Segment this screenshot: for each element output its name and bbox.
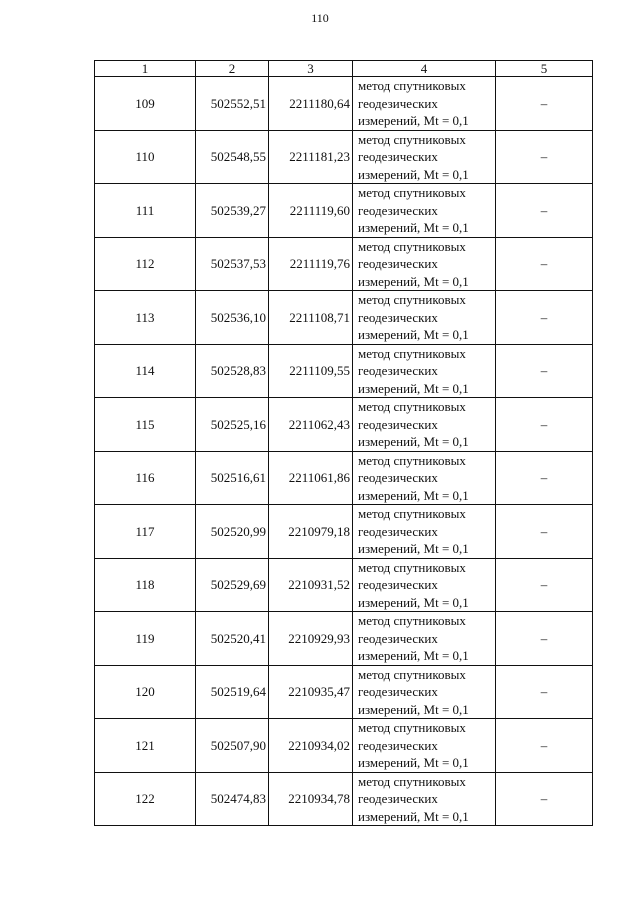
method-line: измерений, Mt = 0,1 <box>358 273 469 289</box>
method-line: метод спутниковых <box>358 399 466 414</box>
method-line: геодезических <box>358 630 438 646</box>
table-row <box>95 612 593 666</box>
x-coordinate-cell: 502520,99 <box>196 505 269 559</box>
method-line: метод спутниковых <box>358 613 466 628</box>
y-coordinate-cell: 2211119,76 <box>269 237 353 291</box>
note-cell: – <box>496 558 593 612</box>
method-line: геодезических <box>358 470 438 485</box>
point-number-cell: 118 <box>95 558 196 612</box>
y-coordinate-cell: 2211062,43 <box>269 398 353 452</box>
method-line: геодезических <box>358 737 438 753</box>
method-line: метод спутниковых <box>358 559 466 575</box>
method-line: метод спутниковых <box>358 238 466 254</box>
method-cell <box>353 344 496 398</box>
x-coordinate-cell: 502528,83 <box>196 344 269 398</box>
point-number-cell: 122 <box>95 772 196 826</box>
point-number-cell: 121 <box>95 719 196 773</box>
method-line: метод спутниковых <box>358 452 466 468</box>
header-cell: 1 <box>95 61 196 77</box>
y-coordinate-cell: 2210979,18 <box>269 505 353 559</box>
point-number-cell: 114 <box>95 344 196 398</box>
y-coordinate-cell: 2211108,71 <box>269 291 353 345</box>
method-cell <box>353 558 496 612</box>
x-coordinate-cell: 502548,55 <box>196 130 269 184</box>
note-cell: – <box>496 451 593 505</box>
method-line: измерений, Mt = 0,1 <box>358 594 469 610</box>
point-number-cell: 110 <box>95 130 196 184</box>
method-line: метод спутниковых <box>358 185 466 200</box>
x-coordinate-cell: 502525,16 <box>196 398 269 452</box>
x-coordinate-cell: 502537,53 <box>196 237 269 291</box>
y-coordinate-cell: 2210934,78 <box>269 772 353 826</box>
note-cell: – <box>496 612 593 666</box>
method-line: измерений, Mt = 0,1 <box>358 808 469 824</box>
method-cell <box>353 77 496 131</box>
x-coordinate-cell: 502539,27 <box>196 184 269 238</box>
point-number-cell: 116 <box>95 451 196 505</box>
note-cell: – <box>496 77 593 131</box>
method-line: измерений, Mt = 0,1 <box>358 541 469 556</box>
method-cell <box>353 130 496 184</box>
y-coordinate-cell: 2210934,02 <box>269 719 353 773</box>
point-number-cell: 112 <box>95 237 196 291</box>
method-line: геодезических <box>358 363 438 378</box>
method-cell <box>353 665 496 719</box>
table-row <box>95 505 593 559</box>
page-number: 110 <box>311 11 329 25</box>
x-coordinate-cell: 502516,61 <box>196 451 269 505</box>
note-cell: – <box>496 184 593 238</box>
method-line: геодезических <box>358 416 438 432</box>
table-row <box>95 558 593 612</box>
method-line: геодезических <box>358 309 438 325</box>
table-row <box>95 77 593 131</box>
table-row <box>95 344 593 398</box>
method-cell <box>353 291 496 345</box>
x-coordinate-cell: 502474,83 <box>196 772 269 826</box>
method-cell <box>353 612 496 666</box>
method-line: измерений, Mt = 0,1 <box>358 327 469 342</box>
method-line: измерений, Mt = 0,1 <box>358 220 469 235</box>
y-coordinate-cell: 2211061,86 <box>269 451 353 505</box>
method-line: измерений, Mt = 0,1 <box>358 380 469 396</box>
method-cell <box>353 451 496 505</box>
note-cell: – <box>496 291 593 345</box>
table-row <box>95 719 593 773</box>
x-coordinate-cell: 502520,41 <box>196 612 269 666</box>
method-line: измерений, Mt = 0,1 <box>358 755 469 770</box>
y-coordinate-cell: 2211109,55 <box>269 344 353 398</box>
table-row <box>95 451 593 505</box>
point-number-cell: 115 <box>95 398 196 452</box>
y-coordinate-cell: 2211180,64 <box>269 77 353 131</box>
header-cell: 2 <box>196 61 269 77</box>
method-cell <box>353 505 496 559</box>
method-line: метод спутниковых <box>358 506 466 521</box>
method-line: геодезических <box>358 684 438 699</box>
coordinates-table <box>94 60 593 826</box>
method-cell <box>353 398 496 452</box>
note-cell: – <box>496 505 593 559</box>
y-coordinate-cell: 2210931,52 <box>269 558 353 612</box>
point-number-cell: 109 <box>95 77 196 131</box>
header-cell: 5 <box>496 61 593 77</box>
x-coordinate-cell: 502529,69 <box>196 558 269 612</box>
method-line: измерений, Mt = 0,1 <box>358 166 469 182</box>
note-cell: – <box>496 130 593 184</box>
method-cell <box>353 719 496 773</box>
point-number-cell: 111 <box>95 184 196 238</box>
table-row <box>95 184 593 238</box>
method-cell <box>353 184 496 238</box>
y-coordinate-cell: 2210935,47 <box>269 665 353 719</box>
y-coordinate-cell: 2211181,23 <box>269 130 353 184</box>
note-cell: – <box>496 719 593 773</box>
x-coordinate-cell: 502552,51 <box>196 77 269 131</box>
method-line: измерений, Mt = 0,1 <box>358 648 469 663</box>
method-line: метод спутниковых <box>358 720 466 735</box>
point-number-cell: 119 <box>95 612 196 666</box>
method-line: геодезических <box>358 149 438 164</box>
method-line: измерений, Mt = 0,1 <box>358 701 469 717</box>
method-line: измерений, Mt = 0,1 <box>358 487 469 503</box>
table-row <box>95 130 593 184</box>
method-line: метод спутниковых <box>358 773 466 789</box>
method-line: геодезических <box>358 95 438 111</box>
method-line: геодезических <box>358 202 438 218</box>
method-line: геодезических <box>358 577 438 592</box>
table-row <box>95 237 593 291</box>
note-cell: – <box>496 772 593 826</box>
y-coordinate-cell: 2211119,60 <box>269 184 353 238</box>
method-line: измерений, Mt = 0,1 <box>358 434 469 449</box>
y-coordinate-cell: 2210929,93 <box>269 612 353 666</box>
header-cell: 4 <box>353 61 496 77</box>
method-line: метод спутниковых <box>358 666 466 682</box>
point-number-cell: 117 <box>95 505 196 559</box>
table-row <box>95 291 593 345</box>
method-line: метод спутниковых <box>358 78 466 93</box>
note-cell: – <box>496 237 593 291</box>
x-coordinate-cell: 502519,64 <box>196 665 269 719</box>
note-cell: – <box>496 344 593 398</box>
method-cell <box>353 237 496 291</box>
header-cell: 3 <box>269 61 353 77</box>
method-line: геодезических <box>358 791 438 806</box>
method-line: метод спутниковых <box>358 345 466 361</box>
method-line: геодезических <box>358 256 438 271</box>
note-cell: – <box>496 398 593 452</box>
x-coordinate-cell: 502507,90 <box>196 719 269 773</box>
table-row <box>95 398 593 452</box>
table-row <box>95 665 593 719</box>
table-row <box>95 772 593 826</box>
point-number-cell: 120 <box>95 665 196 719</box>
method-line: метод спутниковых <box>358 292 466 307</box>
x-coordinate-cell: 502536,10 <box>196 291 269 345</box>
method-cell <box>353 772 496 826</box>
method-line: геодезических <box>358 523 438 539</box>
point-number-cell: 113 <box>95 291 196 345</box>
method-line: метод спутниковых <box>358 131 466 147</box>
note-cell: – <box>496 665 593 719</box>
table-header-row <box>95 61 593 77</box>
method-line: измерений, Mt = 0,1 <box>358 113 469 128</box>
